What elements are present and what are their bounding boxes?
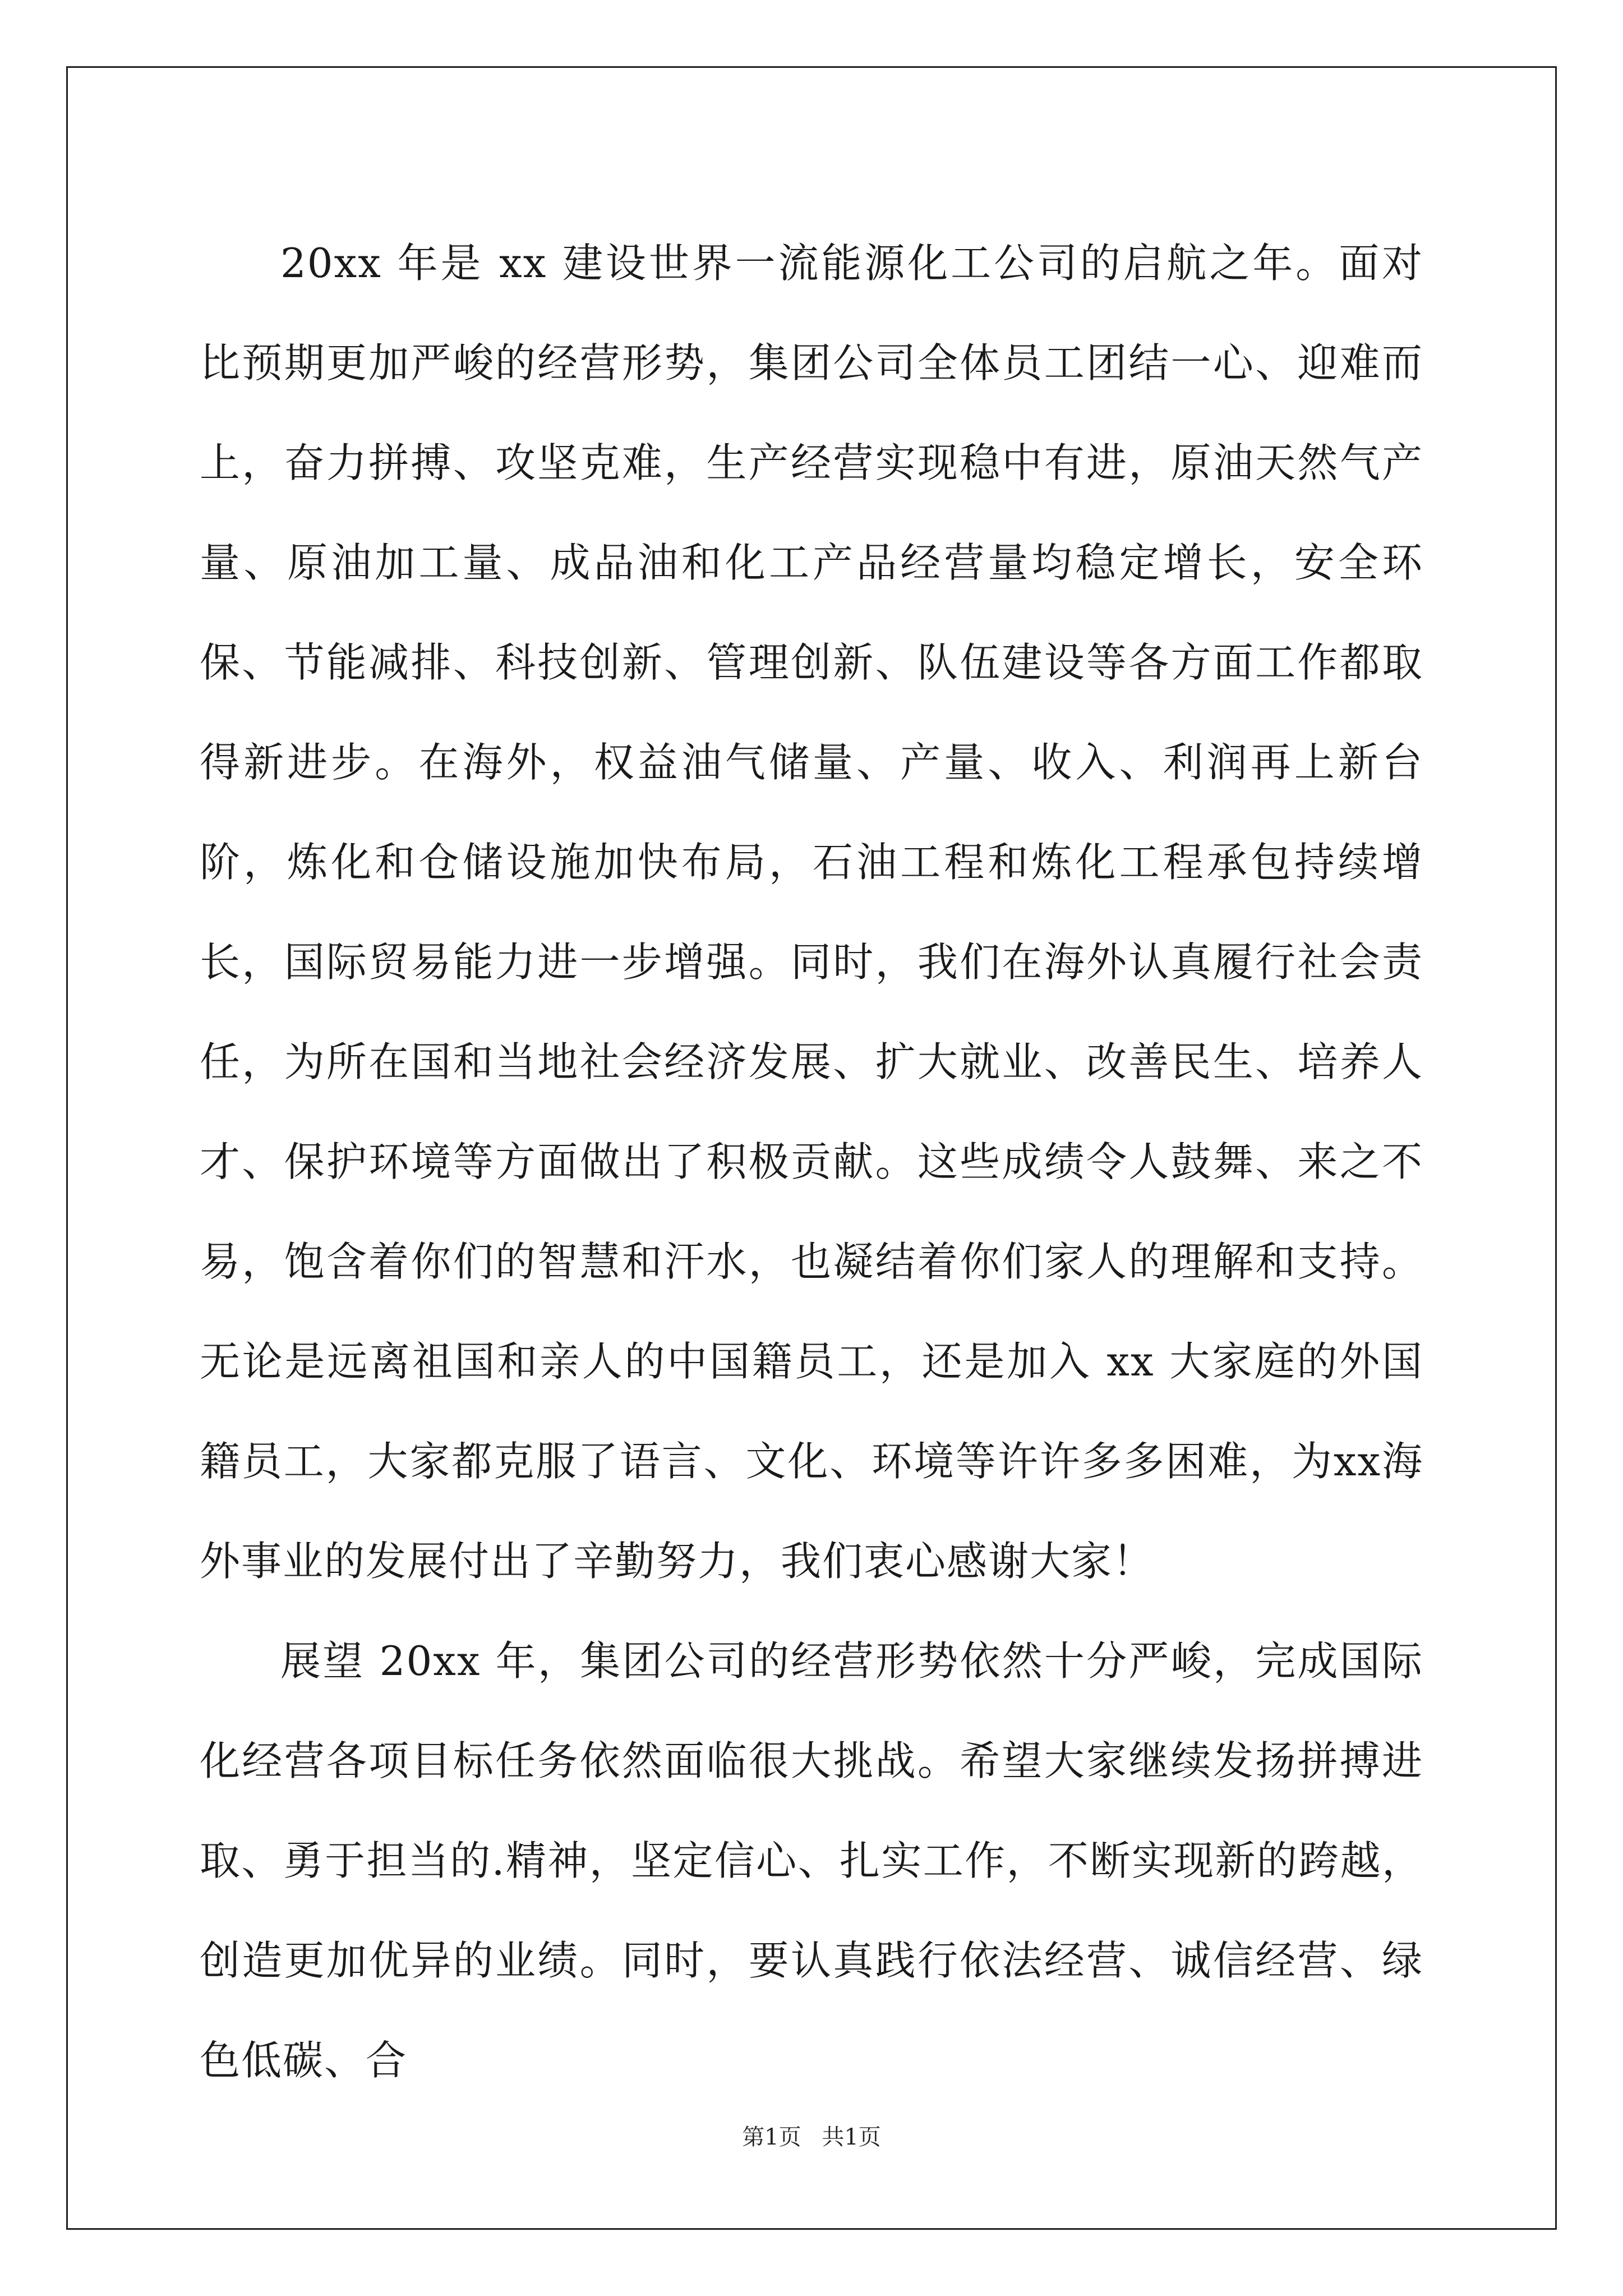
page-count: 共1页 <box>822 2124 881 2150</box>
page-number: 第1页 <box>742 2124 801 2150</box>
document-body <box>200 213 1423 2110</box>
paragraph-1: 20xx 年是 xx 建设世界一流能源化工公司的启航之年。面对比预期更加严峻的经营形势，集团公司全体员工团结一心、迎难而上，奋力拼搏、攻坚克难，生产经营实现稳中有进，原油天然气产量、原油加工量、成品油和化工产品经营量均稳定增长，安全环保、节能减排、科技创新、管理创新、队伍建设等各方面工作都取得新进步。在海外，权益油气储量、产量、收入、利润再上新台阶，炼化和仓储设施加快布局，石油工程和炼化工程承包持续增长，国际贸易能力进一步增强。同时，我们在海外认真履行社会责任，为所在国和当地社会经济发展、扩大就业、改善民生、培养人才、保护环境等方面做出了积极贡献。这些成绩令人鼓舞、来之不易，饱含着你们的智慧和汗水，也凝结着你们家人的理解和支持。无论是远离祖国和亲人的中国籍员工，还是加入 xx 大家庭的外国籍员工，大家都克服了语言、文化、环境等许许多多困难，为xx海外事业的发展付出了辛勤努力，我们衷心感谢大家！ <box>200 240 1423 1585</box>
page-footer <box>0 2120 1623 2154</box>
paragraph-2: 展望 20xx 年，集团公司的经营形势依然十分严峻，完成国际化经营各项目标任务依然面临很大挑战。希望大家继续发扬拼搏进取、勇于担当的.精神，坚定信心、扎实工作，不断实现新的跨越，创造更加优异的业绩。同时，要认真践行依法经营、诚信经营、绿色低碳、合 <box>200 1637 1423 2084</box>
